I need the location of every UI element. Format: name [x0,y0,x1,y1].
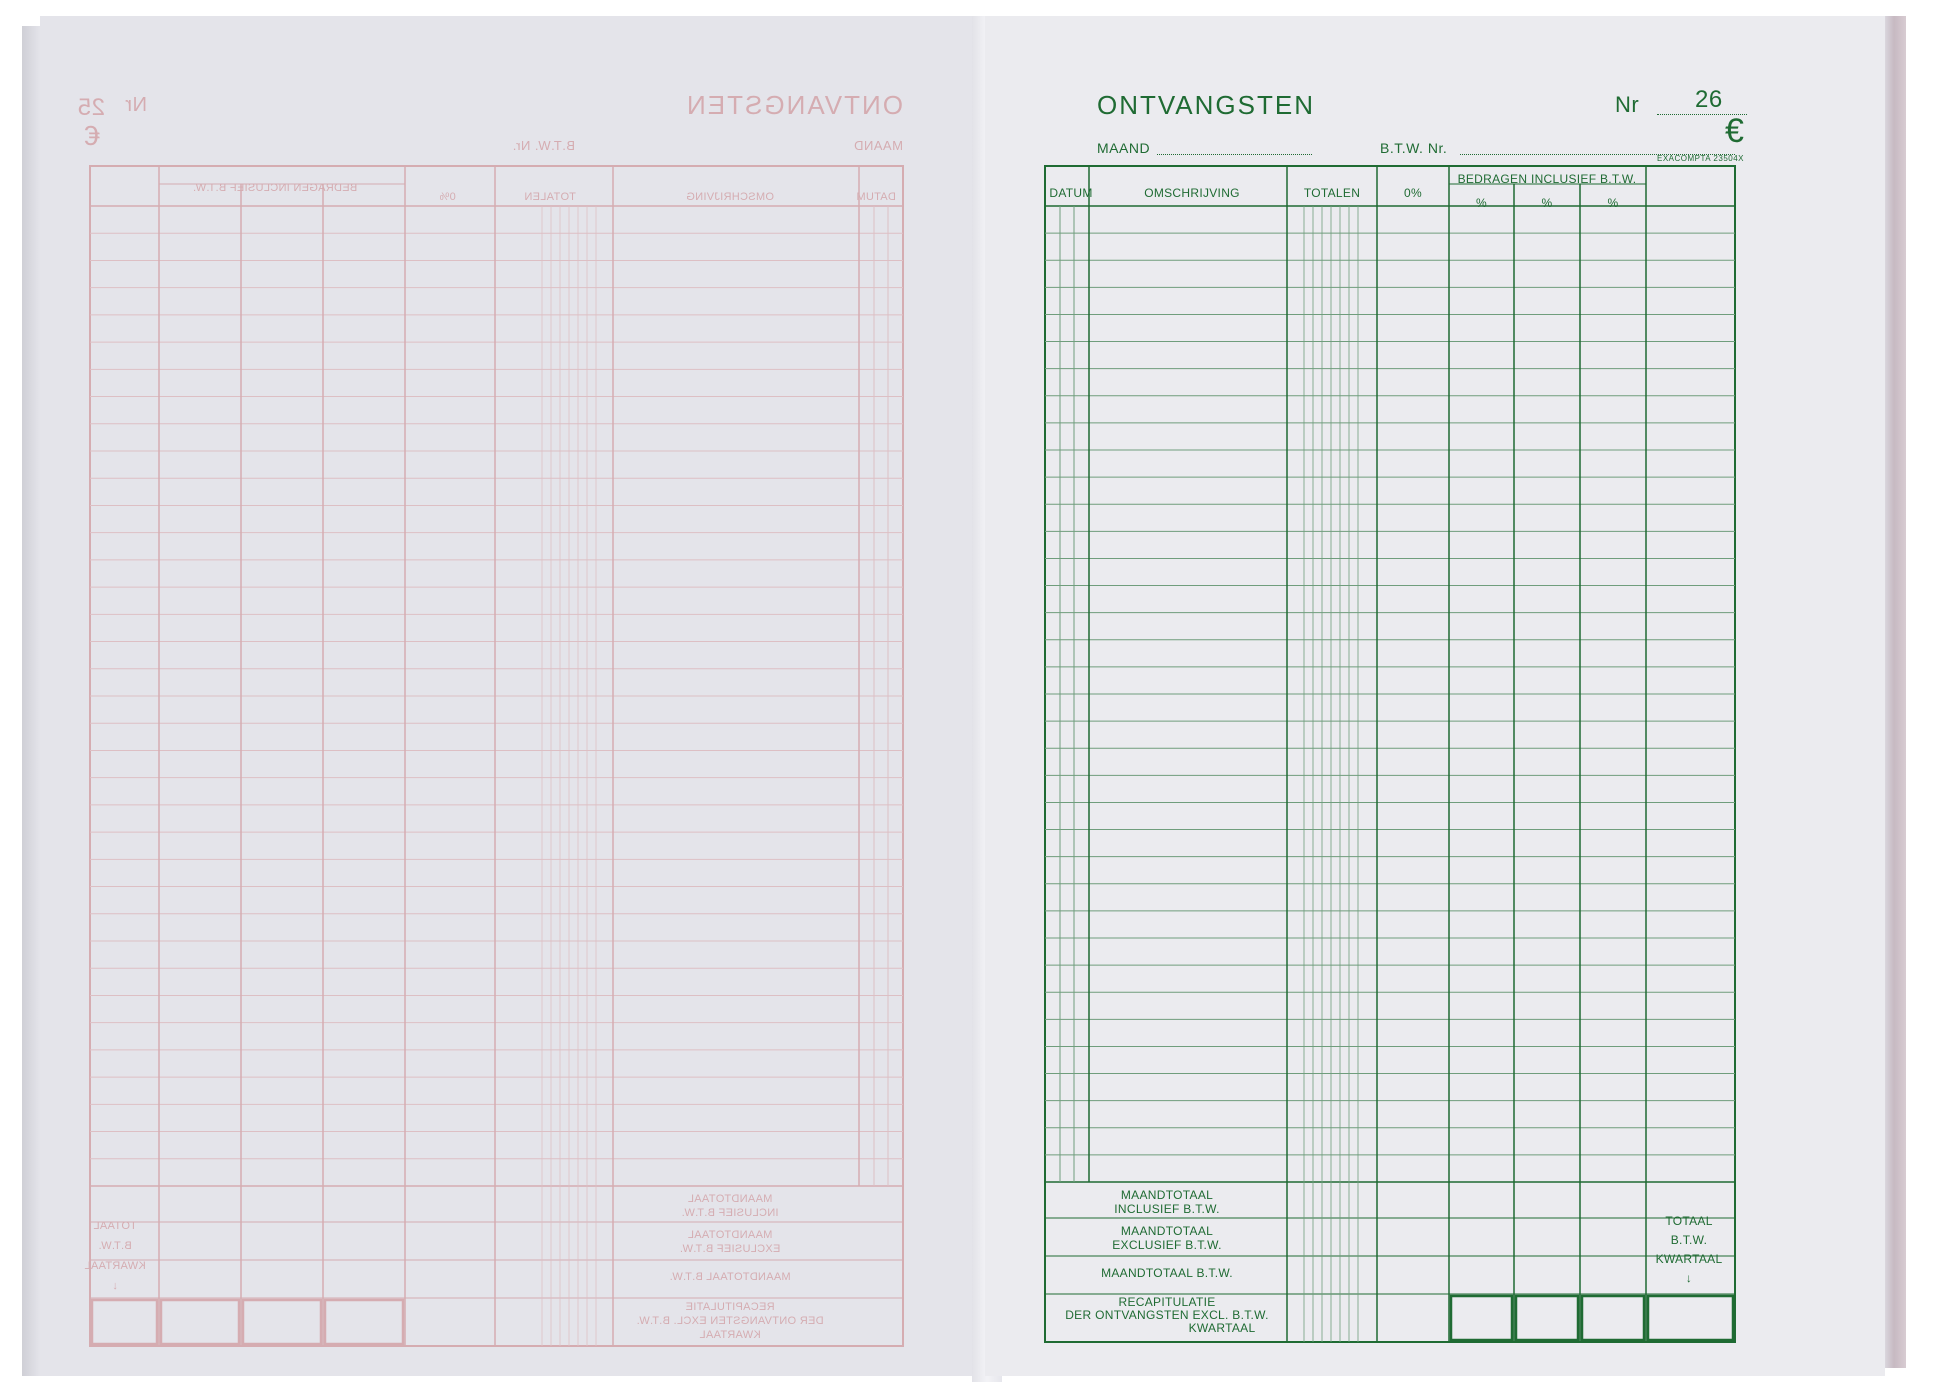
footer-maandtotaal-excl: MAANDTOTAAL EXCLUSIEF B.T.W. [1112,1224,1222,1252]
left-page-currency: € [83,120,100,151]
left-footer-totaal-kwartaal: TOTAAL B.T.W. KWARTAAL ↓ [84,1220,146,1292]
right-page-maand-label: MAAND [1097,140,1151,156]
open-ledger-book [22,16,1924,1382]
left-page [40,16,985,1376]
left-page-grid [40,16,985,1376]
left-page-maand-label: MAAND [853,138,903,153]
right-page [985,16,1885,1376]
recap-box [1516,1296,1578,1340]
left-header-zero-pct: 0% [439,191,456,203]
recap-box [325,1300,403,1344]
page-stack-right-edge [1882,16,1906,1368]
left-page-title: ONTVANGSTEN [685,90,903,120]
right-page-product-code: EXACOMPTA 23504X [1657,154,1744,163]
recap-box [1648,1296,1733,1340]
left-footer-maandtotaal-btw: MAANDTOTAAL B.T.W. [669,1271,791,1283]
footer-maandtotaal-btw: MAANDTOTAAL B.T.W. [1101,1266,1233,1280]
right-page-grid [985,16,1885,1376]
recap-box [92,1300,157,1344]
recap-box [1451,1296,1512,1340]
right-page-number-label: Nr [1615,92,1640,117]
header-omschrijving: OMSCHRIJVING [1144,186,1240,200]
left-page-number-label: Nr [124,94,147,116]
footer-totaal-btw-kwartaal: TOTAAL B.T.W. KWARTAAL ↓ [1655,1214,1723,1285]
left-header-datum: DATUM [856,191,896,203]
right-page-number-value: 26 [1695,86,1723,113]
footer-maandtotaal-incl: MAANDTOTAAL INCLUSIEF B.T.W. [1114,1188,1220,1216]
left-header-totalen: TOTALEN [524,191,576,203]
header-pct-2: % [1541,196,1553,210]
right-page-btw-label: B.T.W. Nr. [1380,140,1448,156]
recap-box [161,1300,239,1344]
recap-box [1582,1296,1644,1340]
ledger-frame [90,166,903,1346]
footer-recapitulatie: RECAPITULATIE DER ONTVANGSTEN EXCL. B.T.W. KWARTAAL [1065,1295,1269,1335]
header-zero-pct: 0% [1404,186,1422,200]
left-header-bedragen: BEDRAGEN INCLUSIEF B.T.W. [192,182,358,194]
header-totalen: TOTALEN [1303,186,1361,200]
left-footer-recap: RECAPITULATIE DER ONTVANGSTEN EXCL. B.T.W. KWARTAAL [636,1301,824,1341]
header-pct-1: % [1476,196,1487,210]
left-page-mirrored-content [40,16,985,1376]
recap-box [243,1300,321,1344]
left-header-omschrijving: OMSCHRIJVING [686,191,774,203]
left-page-number-value: 25 [77,94,105,121]
right-page-currency: € [1725,112,1745,150]
left-footer-maandtotaal-incl: MAANDTOTAAL INCLUSIEF B.T.W. [681,1193,779,1219]
left-page-btw-label: B.T.W. Nr. [512,138,575,153]
header-bedragen: BEDRAGEN INCLUSIEF B.T.W. [1457,172,1637,186]
ledger-frame [1045,166,1735,1342]
header-datum: DATUM [1049,186,1093,200]
header-pct-3: % [1607,196,1619,210]
right-page-title: ONTVANGSTEN [1097,90,1315,120]
left-footer-maandtotaal-excl: MAANDTOTAAL EXCLUSIEF B.T.W. [679,1229,781,1255]
